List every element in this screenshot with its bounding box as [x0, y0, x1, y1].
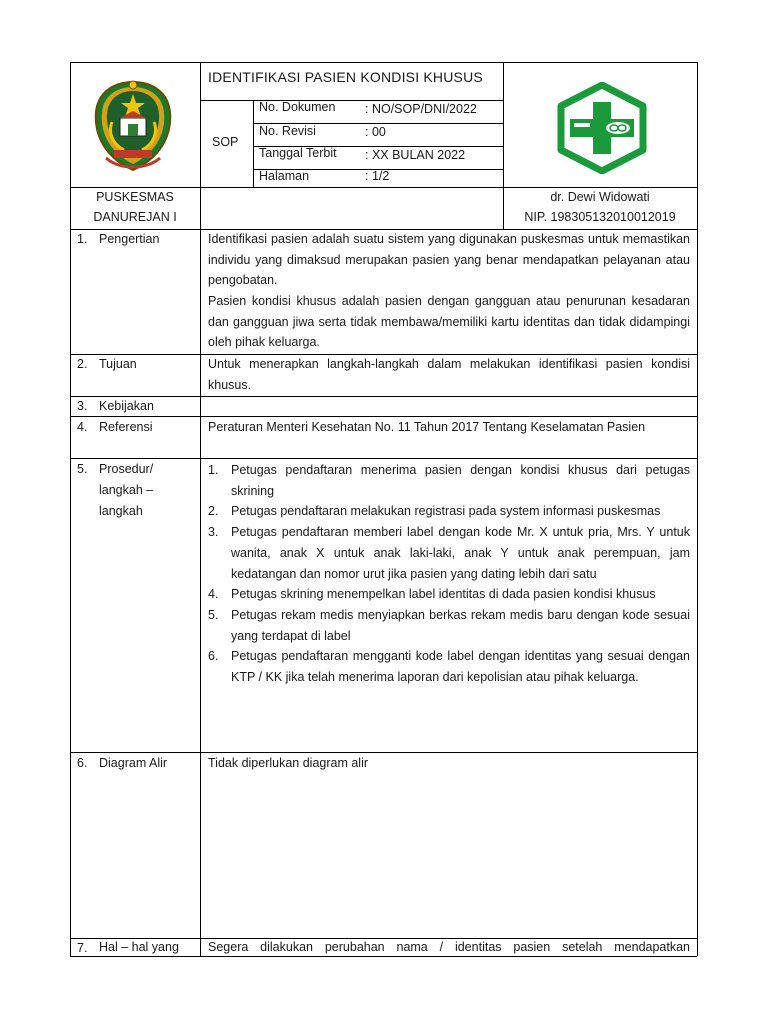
yogyakarta-coat-of-arms-icon [90, 78, 176, 174]
table-border-bottom [70, 956, 697, 957]
step-text: Petugas pendaftaran mengganti kode label dengan identitas yang sesuai dengan KTP / KK jika telah menerima laporan dari kepolisian atau pihak keluarga. [231, 649, 690, 685]
title-underline [200, 100, 503, 101]
header-bottom-line [70, 187, 697, 188]
field-value-no-dokumen: : NO/SOP/DNI/2022 [365, 102, 477, 116]
section-number: 5. [77, 462, 88, 476]
table-border-right [697, 62, 698, 956]
step-number: 2. [208, 504, 219, 519]
field-label-no-dokumen: No. Dokumen [259, 100, 336, 114]
org-name-line2: DANUREJAN I [93, 210, 177, 224]
section-number: 2. [77, 357, 88, 371]
list-item [208, 605, 690, 646]
step-text: Petugas pendaftaran melakukan registrasi pada system informasi puskesmas [231, 504, 661, 519]
step-number: 1. [208, 463, 219, 477]
field-value-tanggal-terbit: : XX BULAN 2022 [365, 148, 466, 162]
puskesmas-cross-logo-icon [554, 82, 650, 174]
step-number: 5. [208, 607, 219, 622]
list-item [208, 522, 690, 584]
document-title: IDENTIFIKASI PASIEN KONDISI KHUSUS [208, 69, 483, 85]
list-item [208, 584, 690, 605]
list-item [208, 501, 690, 522]
hal-hal-text: Segera dilakukan perubahan nama / identitas pasien setelah mendapatkan [208, 940, 690, 954]
pengertian-paragraph-2: Pasien kondisi khusus adalah pasien dengan gangguan atau penurunan kesadaran dan gangguan jiwa serta tidak membawa/memiliki kartu identitas dan tidak didampingi oleh pihak keluarga. [208, 294, 690, 350]
section-title-prosedur-2: langkah – [99, 483, 154, 497]
section-title-pengertian: Pengertian [99, 232, 160, 246]
diagram-alir-text: Tidak diperlukan diagram alir [208, 756, 369, 770]
org-name-line1: PUSKESMAS [96, 190, 174, 204]
section-divider [70, 458, 697, 459]
section-number: 1. [77, 232, 88, 246]
step-text: Petugas pendaftaran menerima pasien dengan kondisi khusus dari petugas skrining [231, 463, 690, 498]
section-divider [70, 396, 697, 397]
referensi-paragraph: Peraturan Menteri Kesehatan No. 11 Tahun 2017 Tentang Keselamatan Pasien [208, 420, 646, 434]
step-number: 4. [208, 587, 219, 602]
section-title-tujuan: Tujuan [99, 357, 137, 371]
column-divider [200, 62, 201, 956]
signer-name: dr. Dewi Widowati [550, 190, 650, 204]
step-number: 3. [208, 525, 219, 540]
signer-nip: NIP. 198305132010012019 [524, 210, 676, 224]
sop-label: SOP [212, 135, 239, 149]
section-title-referensi: Referensi [99, 420, 153, 434]
step-text: Petugas skrining menempelkan label identitas di dada pasien kondisi khusus [231, 587, 656, 602]
section-title-kebijakan: Kebijakan [99, 399, 154, 413]
tujuan-paragraph: Untuk menerapkan langkah-langkah dalam melakukan identifikasi pasien kondisi khusus. [208, 357, 690, 392]
field-label-tanggal-terbit: Tanggal Terbit [259, 146, 337, 160]
list-item [208, 460, 690, 501]
list-item [208, 646, 690, 687]
section-number: 3. [77, 399, 88, 413]
section-title-prosedur-1: Prosedur/ [99, 462, 154, 476]
step-text: Petugas rekam medis menyiapkan berkas rekam medis baru dengan kode sesuai yang terdapat di label [231, 607, 690, 643]
field-label-halaman: Halaman [259, 169, 310, 183]
header-divider-fields [253, 100, 254, 187]
pengertian-paragraph-1: Identifikasi pasien adalah suatu sistem yang digunakan puskesmas untuk memastikan individu yang dimaksud merupakan pasien yang benar mendapatkan pelayanan atau pengobatan. [208, 232, 690, 288]
section-number: 6. [77, 756, 88, 770]
section-number: 4. [77, 420, 88, 434]
field-value-halaman: : 1/2 [365, 169, 390, 183]
procedure-steps-list [208, 460, 690, 688]
field-value-no-revisi: : 00 [365, 125, 386, 139]
step-text: Petugas pendaftaran memberi label dengan kode Mr. X untuk pria, Mrs. Y untuk wanita, anak X untuk anak laki-laki, anak Y untuk anak perempuan, jam kedatangan dan nomor urut jika pasien yang dating lebih dari satu [231, 525, 690, 581]
section-number: 7. [77, 941, 88, 955]
section-title-hal-hal: Hal – hal yang [99, 940, 179, 954]
table-border-top [70, 62, 697, 63]
field-label-no-revisi: No. Revisi [259, 124, 316, 138]
section-title-diagram-alir: Diagram Alir [99, 756, 168, 770]
step-number: 6. [208, 649, 219, 664]
section-title-prosedur-3: langkah [99, 504, 143, 518]
